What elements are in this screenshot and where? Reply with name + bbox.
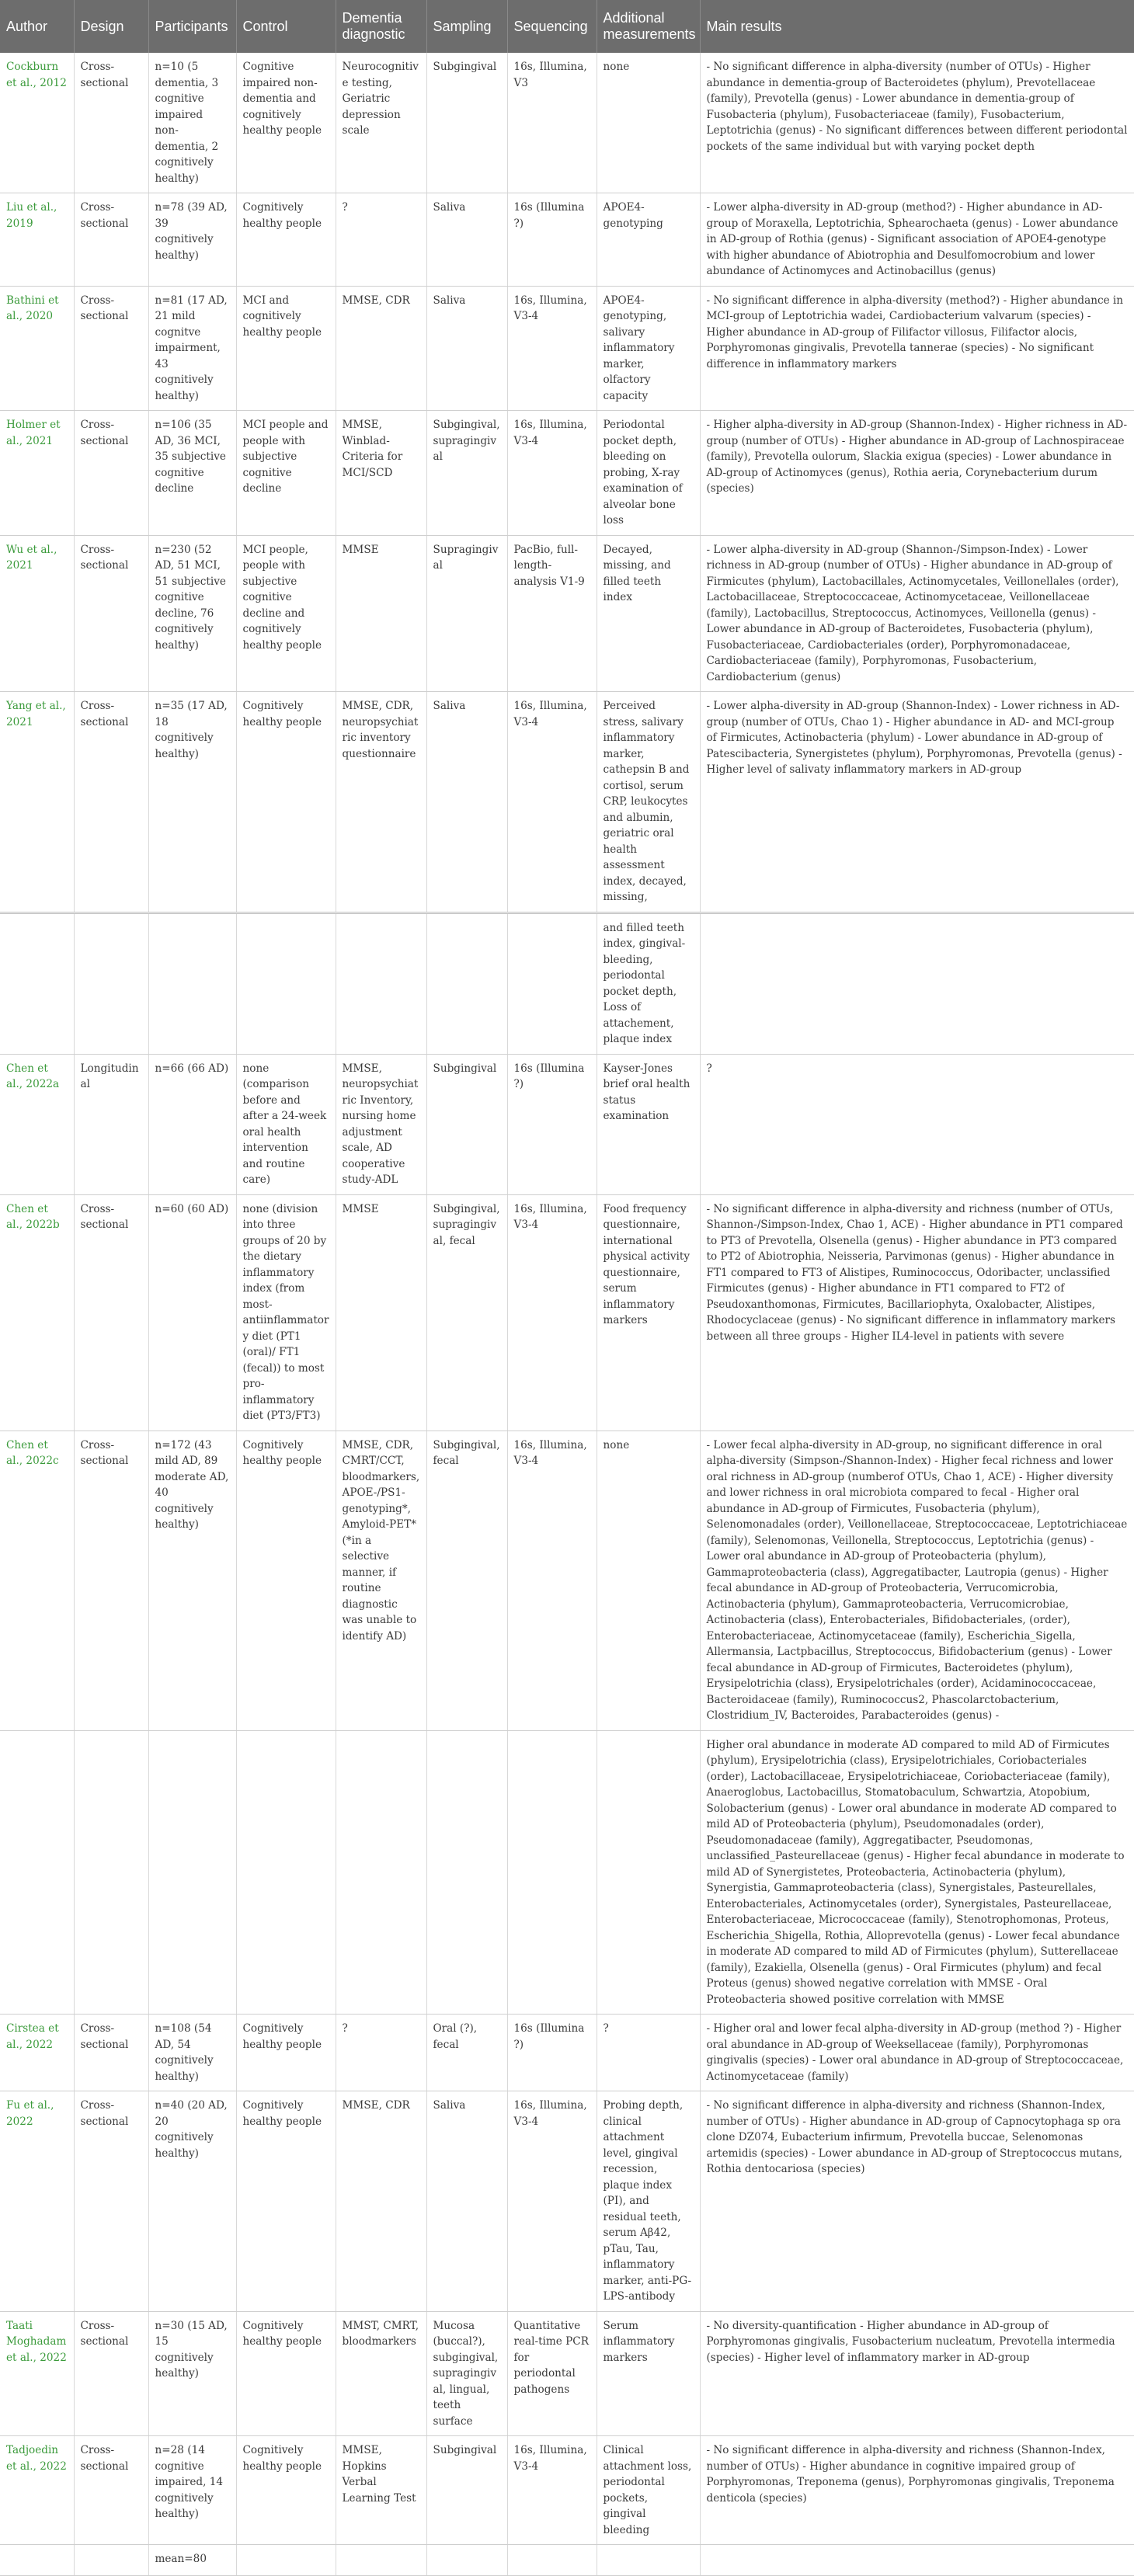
cell-author: Chen et al., 2022c: [0, 1431, 74, 1730]
cell-sequencing: Quantitative real-time PCR for periodontal pathogens: [507, 2311, 597, 2436]
cell-design: Cross-sectional: [74, 286, 148, 411]
cell-sequencing: 16s, Illumina, V3-4: [507, 286, 597, 411]
cell-author: [0, 2545, 74, 2576]
cell-design: Longitudinal: [74, 1054, 148, 1194]
cell-design: Cross-sectional: [74, 2015, 148, 2091]
cell-design: [74, 913, 148, 1054]
cell-participants: n=30 (15 AD, 15 cognitively healthy): [148, 2311, 236, 2436]
cell-diagnostic: MMSE, CDR: [336, 2091, 426, 2312]
cell-results: - Higher oral and lower fecal alpha-diversity in AD-group (method ?) - Higher oral abundance in AD-group of Weeksellaceae (family), Porphyromonas gingivalis (species) - Lower oral abundance in AD-group of Streptococcaceae, Actinomycetaceae (family): [700, 2015, 1134, 2091]
cell-sampling: Subgingival, supragingival, fecal: [426, 1194, 507, 1431]
cell-additional: Probing depth, clinical attachment level, gingival recession, plaque index (PI), and residual teeth, serum Aβ42, pTau, Tau, inflammatory marker, anti-PG-LPS-antibody: [597, 2091, 700, 2312]
cell-design: Cross-sectional: [74, 411, 148, 536]
cell-diagnostic: Neurocognitive testing, Geriatric depression scale: [336, 53, 426, 193]
cell-diagnostic: MMST, CMRT, bloodmarkers: [336, 2311, 426, 2436]
cell-additional: Food frequency questionnaire, international physical activity questionnaire, serum inflammatory markers: [597, 1194, 700, 1431]
cell-sequencing: PacBio, full-length-analysis V1-9: [507, 535, 597, 692]
cell-diagnostic: MMSE: [336, 535, 426, 692]
cell-author: Yang et al., 2021: [0, 692, 74, 913]
header-author: Author: [0, 0, 74, 53]
cell-design: Cross-sectional: [74, 1194, 148, 1431]
cell-control: Cognitively healthy people: [236, 193, 336, 287]
cell-control: Cognitively healthy people: [236, 2311, 336, 2436]
cell-control: Cognitively healthy people: [236, 2091, 336, 2312]
cell-sampling: Subgingival: [426, 1054, 507, 1194]
cell-diagnostic: ?: [336, 2015, 426, 2091]
cell-sampling: Saliva: [426, 692, 507, 913]
cell-design: Cross-sectional: [74, 2091, 148, 2312]
cell-results: [700, 2545, 1134, 2576]
cell-sequencing: 16s, Illumina, V3-4: [507, 411, 597, 536]
cell-additional: [597, 2545, 700, 2576]
cell-participants: n=35 (17 AD, 18 cognitively healthy): [148, 692, 236, 913]
cell-additional: and filled teeth index, gingival-bleeding, periodontal pocket depth, Loss of attachement, plaque index: [597, 913, 700, 1054]
cell-results: - Lower alpha-diversity in AD-group (method?) - Higher abundance in AD-group of Moraxella, Leptotrichia, Sphearochaeta (genus) - Lower abundance in AD-group of Rothia (genus) - Significant association of APOE4-genotype with higher abundance of Abiotrophia and Desulfomocrobium and lower abundance of Actinomyces and Actinobacillus (genus): [700, 193, 1134, 287]
header-additional-measurements: Additional measurements: [597, 0, 700, 53]
cell-additional: none: [597, 1431, 700, 1730]
cell-diagnostic: MMSE, Winblad-Criteria for MCI/SCD: [336, 411, 426, 536]
cell-control: [236, 1730, 336, 2015]
cell-design: Cross-sectional: [74, 692, 148, 913]
cell-control: none (division into three groups of 20 by the dietary inflammatory index (from most-antiinflammatory diet (PT1 (oral)/ FT1 (fecal)) to most pro-inflammatory diet (PT3/FT3): [236, 1194, 336, 1431]
cell-diagnostic: [336, 2545, 426, 2576]
cell-sequencing: 16s (Illumina ?): [507, 2015, 597, 2091]
cell-results: - No diversity-quantification - Higher abundance in AD-group of Porphyromonas gingivalis, Fusobacterium nucleatum, Prevotella intermedia (species) - Higher level of inflammatory marker in AD-group: [700, 2311, 1134, 2436]
cell-additional: none: [597, 53, 700, 193]
cell-design: [74, 2545, 148, 2576]
cell-design: Cross-sectional: [74, 2436, 148, 2545]
table-row: [0, 2015, 1134, 2091]
cell-design: Cross-sectional: [74, 53, 148, 193]
cell-sequencing: [507, 1730, 597, 2015]
cell-control: [236, 913, 336, 1054]
cell-sequencing: 16s, Illumina, V3-4: [507, 1431, 597, 1730]
cell-participants: n=108 (54 AD, 54 cognitively healthy): [148, 2015, 236, 2091]
table-row: [0, 692, 1134, 913]
cell-sampling: [426, 1730, 507, 2015]
cell-sequencing: [507, 2545, 597, 2576]
cell-results: [700, 913, 1134, 1054]
table-row: [0, 2436, 1134, 2545]
cell-results: - No significant difference in alpha-diversity (number of OTUs) - Higher abundance in dementia-group of Bacteroidetes (phylum), Prevotellaceae (family), Prevotella (genus) - Lower abundance in dementia-group of Fusobacteria (phylum), Fusobacteriaceae (family), Fusobacterium, Leptotrichia (genus) - No significant differences between different periodontal pockets of the same individual but with varying pocket depth: [700, 53, 1134, 193]
table-row: [0, 1730, 1134, 2015]
cell-results: - Lower alpha-diversity in AD-group (Shannon-Index) - Lower richness in AD-group (number of OTUs, Chao 1) - Higher abundance in AD- and MCI-group of Firmicutes, Actinobacteria (phylum) - Lower abundance in AD-group of Patescibacteria, Synergistetes (phylum), Porphyromonas, Prevotella (genus) - Higher level of salivaty inflammatory markers in AD-group: [700, 692, 1134, 913]
cell-additional: Kayser-Jones brief oral health status examination: [597, 1054, 700, 1194]
cell-design: Cross-sectional: [74, 193, 148, 287]
cell-sampling: Supragingival: [426, 535, 507, 692]
cell-participants: n=40 (20 AD, 20 cognitively healthy): [148, 2091, 236, 2312]
table-row: [0, 53, 1134, 193]
cell-sampling: Saliva: [426, 193, 507, 287]
cell-participants: n=66 (66 AD): [148, 1054, 236, 1194]
table-row: [0, 286, 1134, 411]
table-row: [0, 2091, 1134, 2312]
cell-author: [0, 1730, 74, 2015]
header-dementia-diagnostic: Dementia diagnostic: [336, 0, 426, 53]
cell-diagnostic: MMSE, neuropsychiatric Inventory, nursing home adjustment scale, AD cooperative study-ADL: [336, 1054, 426, 1194]
header-main-results: Main results: [700, 0, 1134, 53]
cell-participants: mean=80: [148, 2545, 236, 2576]
cell-sequencing: 16s (Illumina ?): [507, 1054, 597, 1194]
cell-sequencing: 16s, Illumina, V3-4: [507, 2091, 597, 2312]
cell-results: - Higher alpha-diversity in AD-group (Shannon-Index) - Higher richness in AD-group (number of OTUs) - Higher abundance in AD-group of Lachnospiraceae (family), Prevotella oulorum, Slackia exigua (species) - Lower abundance in AD-group of Actinomyces (genus), Rothia aeria, Corynebacterium durum (species): [700, 411, 1134, 536]
cell-participants: n=172 (43 mild AD, 89 moderate AD, 40 cognitively healthy): [148, 1431, 236, 1730]
cell-author: Taati Moghadam et al., 2022: [0, 2311, 74, 2436]
cell-control: MCI people and people with subjective cognitive decline: [236, 411, 336, 536]
cell-control: Cognitively healthy people: [236, 1431, 336, 1730]
cell-author: Bathini et al., 2020: [0, 286, 74, 411]
cell-control: MCI people, people with subjective cognitive decline and cognitively healthy people: [236, 535, 336, 692]
cell-author: Chen et al., 2022b: [0, 1194, 74, 1431]
cell-diagnostic: MMSE, CDR, CMRT/CCT, bloodmarkers, APOE-/PS1-genotyping*, Amyloid-PET* (*in a selective manner, if routine diagnostic was unable to identify AD): [336, 1431, 426, 1730]
cell-author: Cockburn et al., 2012: [0, 53, 74, 193]
cell-control: Cognitively healthy people: [236, 2015, 336, 2091]
cell-participants: n=81 (17 AD, 21 mild cognitve impairment, 43 cognitively healthy): [148, 286, 236, 411]
cell-sequencing: 16s, Illumina, V3-4: [507, 2436, 597, 2545]
cell-sampling: [426, 913, 507, 1054]
cell-results: - No significant difference in alpha-diversity (method?) - Higher abundance in MCI-group of Leptotrichia wadei, Cardiobacterium valvarum (species) - Higher abundance in AD-group of Filifactor villosus, Filifactor alocis, Porphyromonas gingivalis, Prevotella tannerae (species) - No significant difference in inflammatory markers: [700, 286, 1134, 411]
table-row: [0, 2311, 1134, 2436]
cell-results: - No significant difference in alpha-diversity and richness (number of OTUs, Shannon-/Simpson-Index, Chao 1, ACE) - Higher abundance in PT1 compared to PT3 of Prevotella, Olsenella (genus) - Higher abundance in PT3 compared to PT2 of Abiotrophia, Neisseria, Parvimonas (genus) - Higher abundance in FT1 compared to FT3 of Alistipes, Ruminococcus, Odoribacter, unclassified Firmicutes (genus) - Higher abundance in FT1 compared to FT2 of Pseudoxanthomonas, Firmicutes, Bacillariophyta, Oxalobacter, Alistipes, Rhodocyclaceae (genus) - No significant difference in inflammatory markers between all three groups - Higher IL4-level in patients with severe: [700, 1194, 1134, 1431]
cell-diagnostic: MMSE, CDR, neuropsychiatric inventory questionnaire: [336, 692, 426, 913]
cell-additional: Decayed, missing, and filled teeth index: [597, 535, 700, 692]
cell-sequencing: 16s, Illumina, V3-4: [507, 692, 597, 913]
cell-diagnostic: MMSE: [336, 1194, 426, 1431]
cell-sequencing: 16s (Illumina ?): [507, 193, 597, 287]
cell-author: [0, 913, 74, 1054]
cell-control: none (comparison before and after a 24-week oral health intervention and routine care): [236, 1054, 336, 1194]
cell-author: Fu et al., 2022: [0, 2091, 74, 2312]
cell-sequencing: 16s, Illumina, V3: [507, 53, 597, 193]
cell-sampling: Subgingival: [426, 2436, 507, 2545]
cell-sampling: Subgingival, supragingival: [426, 411, 507, 536]
cell-participants: [148, 1730, 236, 2015]
cell-sampling: Subgingival: [426, 53, 507, 193]
cell-design: [74, 1730, 148, 2015]
cell-additional: Clinical attachment loss, periodontal pockets, gingival bleeding: [597, 2436, 700, 2545]
header-row: [0, 0, 1134, 53]
cell-sampling: [426, 2545, 507, 2576]
cell-author: Tadjoedin et al., 2022: [0, 2436, 74, 2545]
table-row: [0, 1054, 1134, 1194]
cell-control: Cognitively healthy people: [236, 2436, 336, 2545]
cell-participants: n=106 (35 AD, 36 MCI, 35 subjective cognitive decline: [148, 411, 236, 536]
cell-control: MCI and cognitively healthy people: [236, 286, 336, 411]
cell-design: Cross-sectional: [74, 2311, 148, 2436]
table-row: [0, 2545, 1134, 2576]
cell-sequencing: [507, 913, 597, 1054]
cell-results: - Lower fecal alpha-diversity in AD-group, no significant difference in oral alpha-diversity (Simpson-/Shannon-Index) - Higher fecal richness and lower oral richness in AD-group (numberof OTUs, Chao 1, ACE) - Higher diversity and lower richness in oral microbiota compared to fecal - Higher oral abundance in AD-group of Firmicutes, Fusobacteria (phylum), Selenomonadales (order), Veillonellaceae, Streptococcaceae, Leptotrichiaceae (family), Selenomonas, Veillonella, Streptococcus, Leptotrichia (genus) - Lower oral abundance in AD-group of Proteobacteria (phylum), Gammaproteobacteria (class), Aggregatibacter, Lautropia (genus) - Higher fecal abundance in AD-group of Proteobacteria, Verrucomicrobia, Actinobacteria (phylum), Gammaproteobacteria, Verrucomicrobiae, Actinobacteria (class), Enterobacteriales, Bifidobacteriales, (order), Enterobacteriaceae, Actinomycetaceae (family), Escherichia_Sigella, Allermansia, Lactpbacillus, Streptococcus, Bifidobacterium (genus) - Lower fecal abundance in AD-group of Firmicutes, Bacteroidetes (phylum), Erysipelotrichia (class), Erysipelotrichales (order), Acidaminococcaceae, Bacteroidaceae (family), Ruminococcus2, Phascolarctobacterium, Clostridium_IV, Bacteroides, Parabacteroides (genus) -: [700, 1431, 1134, 1730]
cell-results: - No significant difference in alpha-diversity and richness (Shannon-Index, number of OTUs) - Higher abundance in cognitive impaired group of Porphyromonas, Treponema (genus), Porphyromonas gingivalis, Treponema denticola (species): [700, 2436, 1134, 2545]
cell-author: Cirstea et al., 2022: [0, 2015, 74, 2091]
cell-sampling: Subgingival, fecal: [426, 1431, 507, 1730]
cell-participants: n=60 (60 AD): [148, 1194, 236, 1431]
table-row: [0, 411, 1134, 536]
table-row: [0, 913, 1134, 1054]
header-sampling: Sampling: [426, 0, 507, 53]
cell-participants: n=78 (39 AD, 39 cognitively healthy): [148, 193, 236, 287]
cell-control: Cognitive impaired non-dementia and cognitively healthy people: [236, 53, 336, 193]
cell-author: Holmer et al., 2021: [0, 411, 74, 536]
cell-participants: [148, 913, 236, 1054]
table-row: [0, 1194, 1134, 1431]
cell-additional: Serum inflammatory markers: [597, 2311, 700, 2436]
cell-author: Chen et al., 2022a: [0, 1054, 74, 1194]
cell-additional: APOE4-genotyping: [597, 193, 700, 287]
cell-author: Wu et al., 2021: [0, 535, 74, 692]
cell-additional: Perceived stress, salivary inflammatory marker, cathepsin B and cortisol, serum CRP, leukocytes and albumin, geriatric oral health assessment index, decayed, missing,: [597, 692, 700, 913]
header-control: Control: [236, 0, 336, 53]
table-row: [0, 1431, 1134, 1730]
cell-diagnostic: [336, 1730, 426, 2015]
table-row: [0, 193, 1134, 287]
cell-participants: n=10 (5 dementia, 3 cognitive impaired non-dementia, 2 cognitively healthy): [148, 53, 236, 193]
cell-participants: n=230 (52 AD, 51 MCI, 51 subjective cognitive decline, 76 cognitively healthy): [148, 535, 236, 692]
cell-design: Cross-sectional: [74, 535, 148, 692]
cell-control: Cognitively healthy people: [236, 692, 336, 913]
header-sequencing: Sequencing: [507, 0, 597, 53]
cell-sequencing: 16s, Illumina, V3-4: [507, 1194, 597, 1431]
cell-design: Cross-sectional: [74, 1431, 148, 1730]
cell-sampling: Oral (?), fecal: [426, 2015, 507, 2091]
cell-diagnostic: MMSE, Hopkins Verbal Learning Test: [336, 2436, 426, 2545]
cell-results: - No significant difference in alpha-diversity and richness (Shannon-Index, number of OTUs) - Higher abundance in AD-group of Capnocytophaga sp ora clone DZ074, Eubacterium infirmum, Prevotella buccae, Selenomonas artemidis (species) - Lower abundance in AD-group of Streptococcus mutans, Rothia dentocariosa (species): [700, 2091, 1134, 2312]
cell-participants: n=28 (14 cognitive impaired, 14 cognitively healthy): [148, 2436, 236, 2545]
cell-sampling: Mucosa (buccal?), subgingival, supragingival, lingual, teeth surface: [426, 2311, 507, 2436]
table-row: [0, 535, 1134, 692]
cell-diagnostic: ?: [336, 193, 426, 287]
cell-additional: ?: [597, 2015, 700, 2091]
cell-results: Higher oral abundance in moderate AD compared to mild AD of Firmicutes (phylum), Erysipelotrichia (class), Erysipelotrichiales, Coriobacteriales (order), Lactobacillaceae, Erysipelotrichiaceae, Coriobacteriaceae (family), Anaeroglobus, Lactobacillus, Stomatobaculum, Schwartzia, Atopobium, Solobacterium (genus) - Lower oral abundance in moderate AD compared to mild AD of Proteobacteria (phylum), Pseudomonadales (order), Pseudomonadaceae (family), Aggregatibacter, Pseudomonas, unclassified_Pasteurellaceae (genus) - Higher fecal abundance in moderate to mild AD of Synergistetes, Proteobacteria, Actinobacteria (phylum), Synergistia, Gammaproteobacteria (class), Synergistales, Pasteurellales, Enterobacteriales, Actinomycetales (order), Synergistales, Pasteurellaceae, Enterobacteriaceae, Micrococcaceae (family), Stenotrophomonas, Proteus, Escherichia_Shigella, Rothia, Alloprevotella (genus) - Lower fecal abundance in moderate AD compared to mild AD of Firmicutes (phylum), Sutterellaceae (family), Ezakiella, Olsenella (genus) - Oral Firmicutes (phylum) and fecal Proteus (genus) showed negative correlation with MMSE - Oral Proteobacteria showed positive correlation with MMSE: [700, 1730, 1134, 2015]
cell-results: - Lower alpha-diversity in AD-group (Shannon-/Simpson-Index) - Lower richness in AD-group (number of OTUs) - Higher abundance in AD-group of Firmicutes (phylum), Lactobacillales, Actinomycetales, Veillonellales (order), Lactobacillaceae, Streptococcaceae, Actinomycetaceae, Veillonellaceae (family), Lactobacillus, Streptococcus, Actinomyces, Veillonella (genus) - Lower abundance in AD-group of Bacteroidetes, Fusobacteria (phylum), Fusobacteriaceae, Cardiobacteriales (order), Porphyromonadaceae, Cardiobacteriaceae (family), Porphyromonas, Fusobacterium, Cardiobacterium (genus): [700, 535, 1134, 692]
cell-additional: APOE4-genotyping, salivary inflammatory marker, olfactory capacity: [597, 286, 700, 411]
cell-diagnostic: MMSE, CDR: [336, 286, 426, 411]
cell-sampling: Saliva: [426, 2091, 507, 2312]
cell-additional: [597, 1730, 700, 2015]
header-design: Design: [74, 0, 148, 53]
cell-sampling: Saliva: [426, 286, 507, 411]
cell-control: [236, 2545, 336, 2576]
cell-additional: Periodontal pocket depth, bleeding on probing, X-ray examination of alveolar bone loss: [597, 411, 700, 536]
cell-results: ?: [700, 1054, 1134, 1194]
cell-author: Liu et al., 2019: [0, 193, 74, 287]
header-participants: Participants: [148, 0, 236, 53]
cell-diagnostic: [336, 913, 426, 1054]
